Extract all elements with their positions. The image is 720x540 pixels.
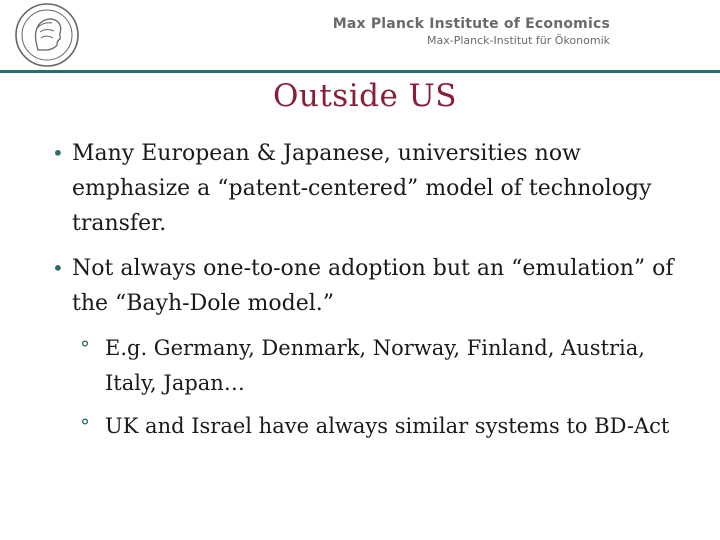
institute-name-de: Max-Planck-Institut für Ökonomik [427,34,610,47]
sub-bullet-icon: ° [80,336,90,360]
sub-bullet-item [50,331,690,401]
institute-name [333,16,610,47]
bullet-item [50,136,690,241]
sub-bullet-item [50,409,690,444]
institute-name-en: Max Planck Institute of Economics [332,16,610,32]
bullet-dot-icon: • [52,256,64,280]
bullet-text: Many European & Japanese, universities now emphasize a “patent-centered” model of technology transfer. [72,141,652,236]
bullet-text: Not always one-to-one adoption but an “emulation” of the “Bayh-Dole model.” [72,256,674,316]
bullet-item [50,251,690,321]
sub-bullet-text: E.g. Germany, Denmark, Norway, Finland, Austria, Italy, Japan… [105,336,645,395]
slide-header [0,0,720,76]
sub-bullet-icon: ° [80,414,90,438]
header-rule [0,70,720,73]
minerva-logo [10,2,84,68]
bullet-dot-icon: • [52,141,64,165]
sub-bullet-text: UK and Israel have always similar systems to BD-Act [105,414,670,438]
slide-title: Outside US [272,78,458,114]
bullet-list [50,136,690,452]
